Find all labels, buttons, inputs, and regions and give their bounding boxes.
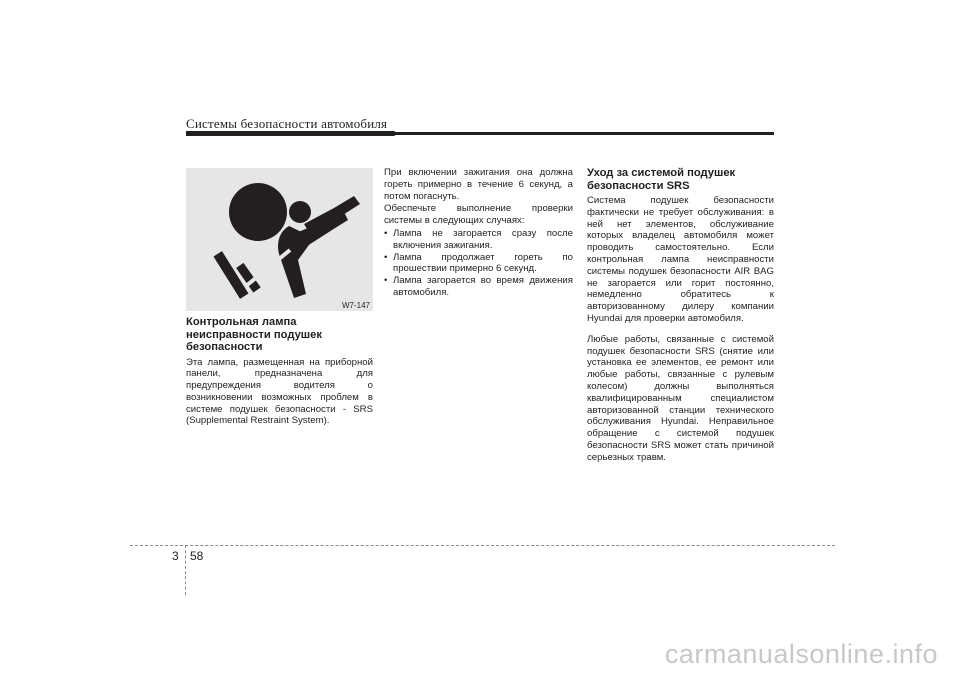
column-3 (587, 167, 774, 465)
airbag-warning-icon (186, 168, 373, 311)
check-conditions-text: Обеспечьте выполнение проверки системы в следующих случаях: (384, 203, 573, 227)
section-header-title: Системы безопасности автомобиля (186, 116, 388, 131)
check-conditions-list (384, 228, 573, 299)
watermark: carmanualsonline.info (664, 639, 938, 669)
warning-lamp-body: Эта лампа, размещенная на приборной панели, предназначена для предупреждения водителя о возникновении возможных проблем в системе подушек безопасности - SRS (Supplemental Restraint System). (186, 356, 373, 427)
header-rule-accent (186, 131, 396, 136)
srs-care-text: Система подушек безопасности фактически не требует обслуживания: в ней нет элементов, обслуживание которых владелец автомобиля может проводить самостоятельно. Если контрольная лампа неисправности системы подушек безопасности AIR BAG не загорается или горит постоянно, немедленно обратитесь к авторизованному дилеру компании Hyundai для проверки автомобиля. (587, 195, 774, 324)
list-item: • Лампа продолжает гореть по прошествии примерно 6 секунд. (384, 252, 573, 276)
srs-service-text: Любые работы, связанные с системой подушек безопасности SRS (снятие или установка ее элементов, ее ремонт или любые работы, связанные с рулевым колесом) должны выполняться квалифицированным специалистом авторизованной станции технического обслуживания Hyundai. Неправильное обращение с системой подушек безопасности SRS может стать причиной серьезных травм. (587, 333, 774, 463)
footer-rule (130, 545, 835, 546)
figure-code: W7-147 (341, 301, 370, 310)
airbag-warning-figure (186, 168, 373, 311)
column-1 (186, 316, 373, 428)
lamp-behavior-text: При включении зажигания она должна гореть примерно в течение 6 секунд, а потом погаснуть. (384, 167, 573, 202)
footer-divider (185, 545, 186, 595)
list-item: • Лампа не загорается сразу после включения зажигания. (384, 228, 573, 252)
list-item: • Лампа загорается во время движения автомобиля. (384, 275, 573, 299)
srs-care-heading: Уход за системой подушек безопасности SRS (587, 167, 736, 192)
chapter-number: 3 (172, 549, 179, 563)
column-2 (384, 167, 573, 299)
warning-lamp-heading: Контрольная лампа неисправности подушек безопасности (186, 316, 322, 353)
page-number: 58 (190, 549, 204, 563)
